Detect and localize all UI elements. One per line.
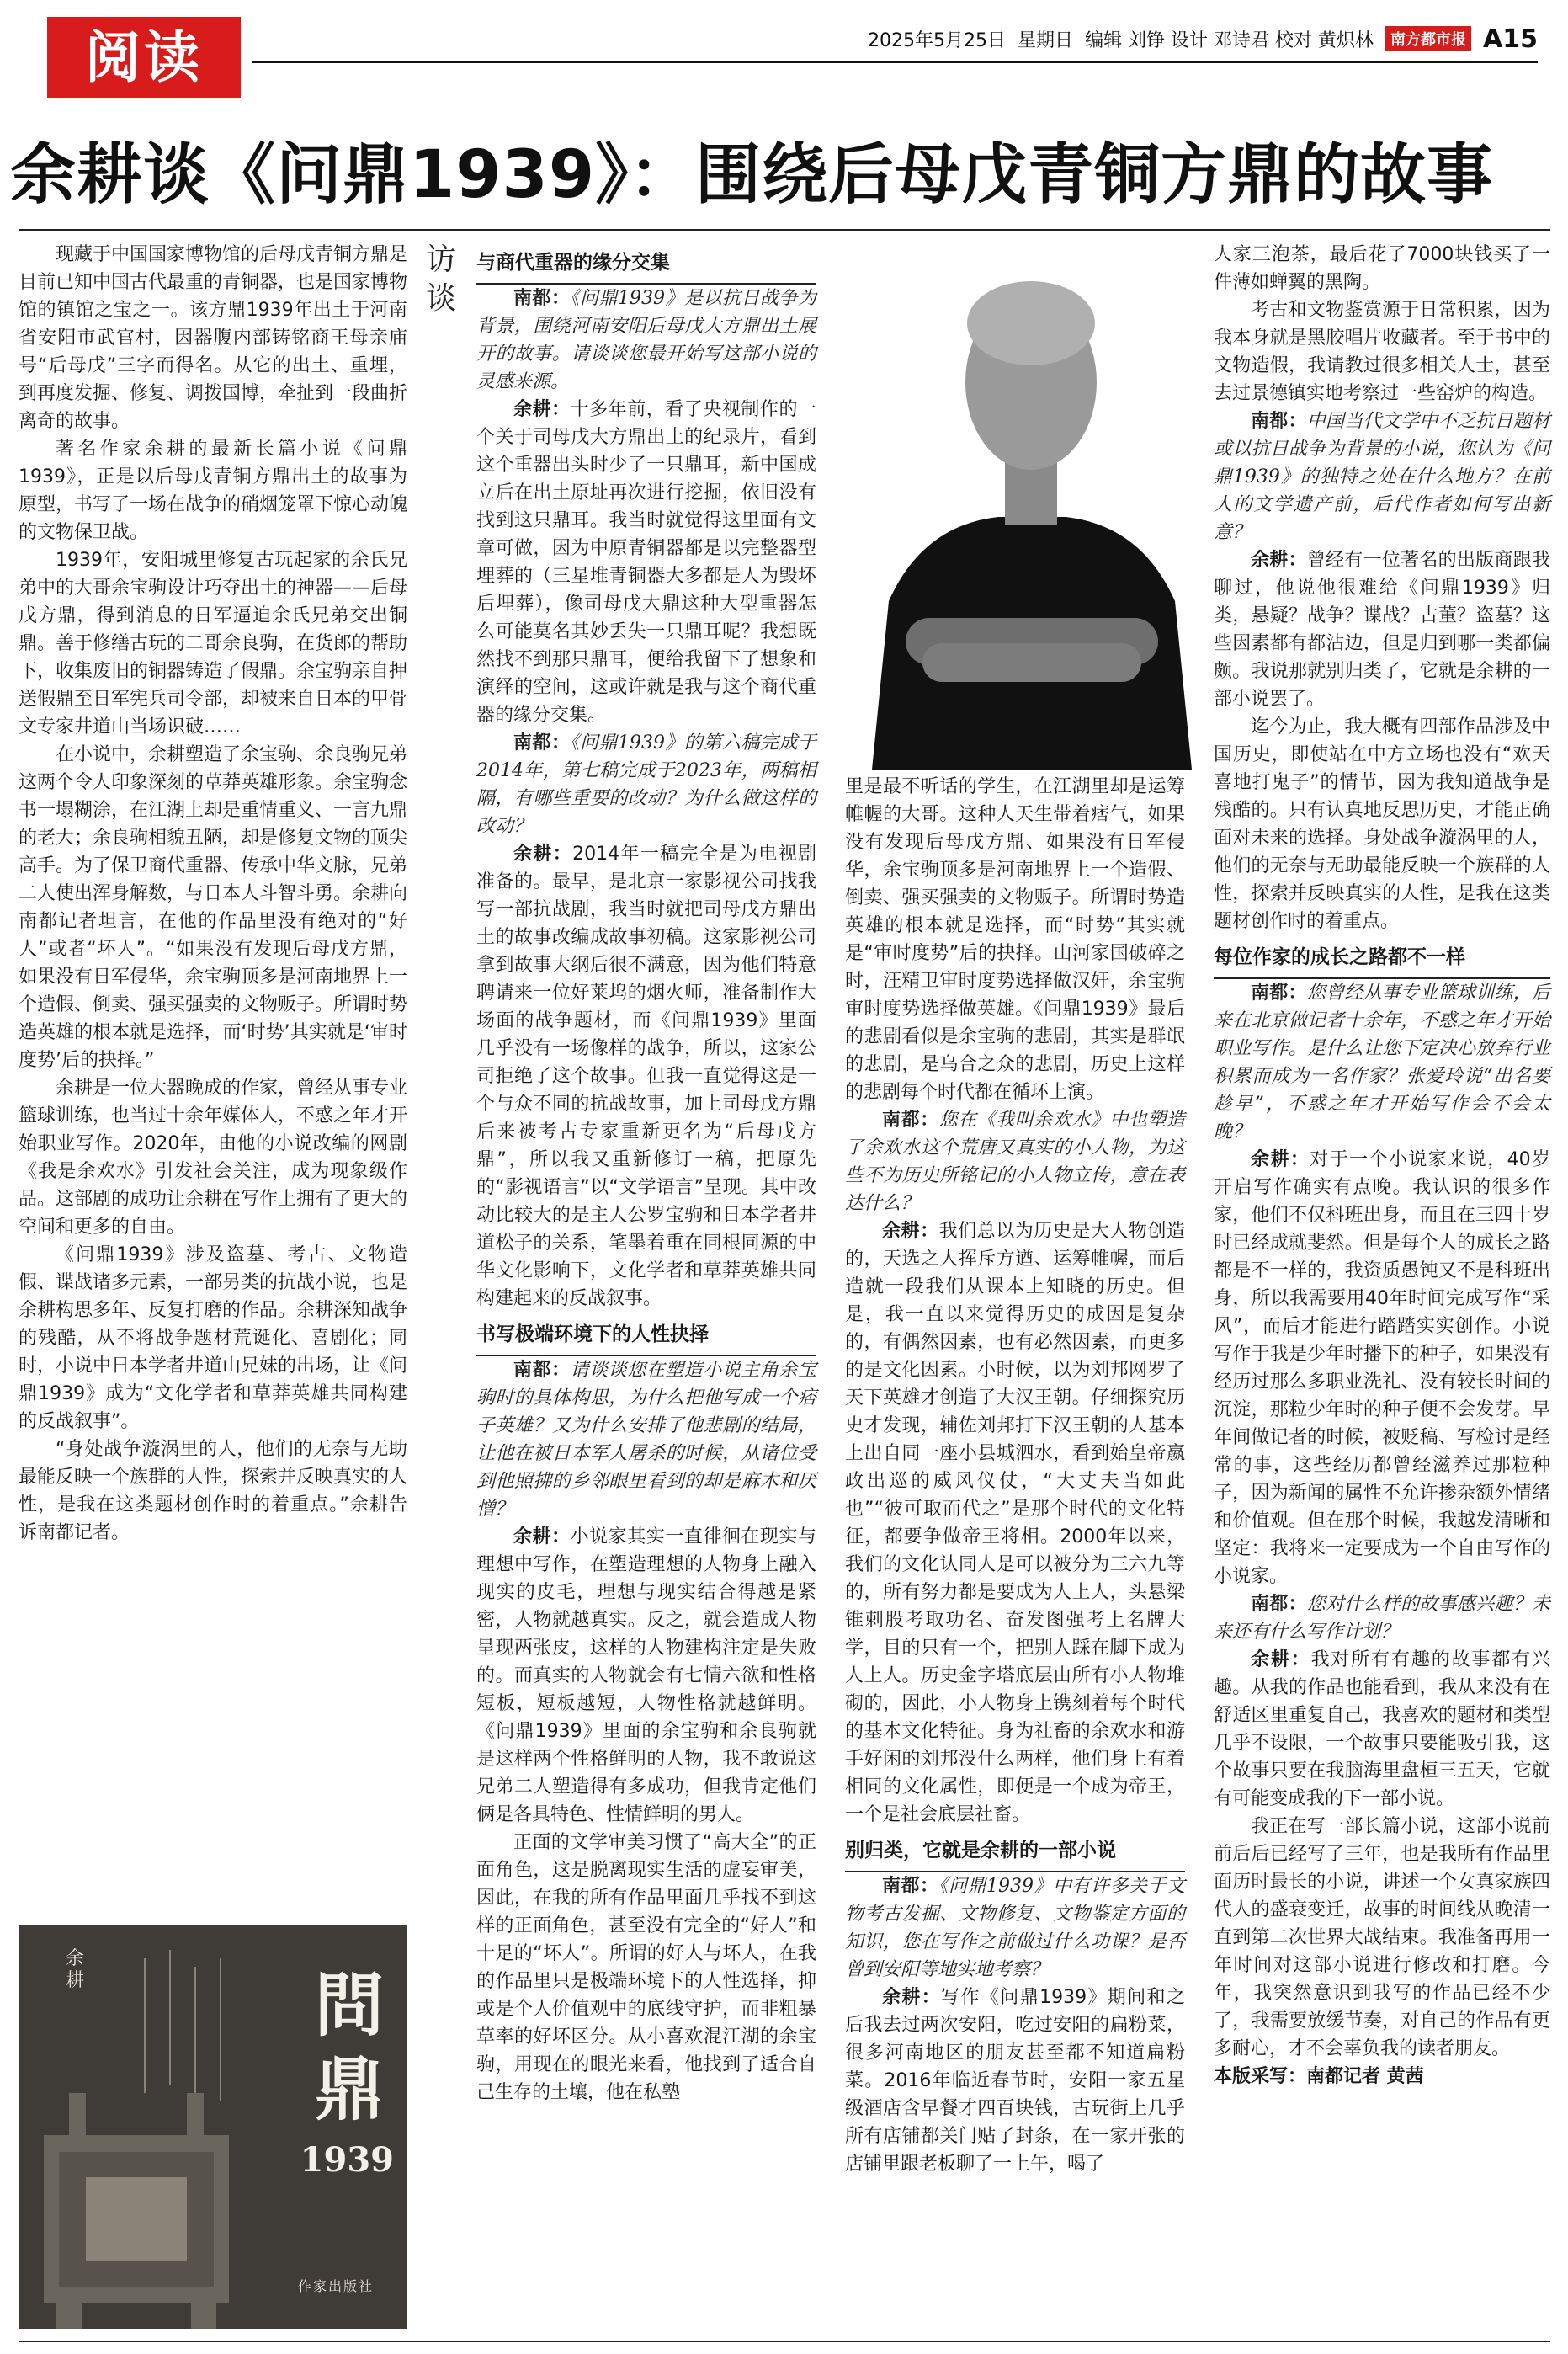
book-title: 問鼎 xyxy=(314,1965,384,2130)
q-label: 南都： xyxy=(513,1360,571,1381)
a-label: 余耕： xyxy=(882,1221,939,1242)
paragraph: 迄今为止，我大概有四部作品涉及中国历史，即使站在中方立场也没有“欢天喜地打鬼子”的情节，因为我知道战争是残酷的。只有认真地反思历史，才能正确面对未来的选择。身处战争漩涡里的人，他们的无奈与无助最能反映一个族群的人性，探索并反映真实的人性，是我在这类题材创作时的着重点。 xyxy=(1214,716,1550,932)
subheading: 书写极端环境下的人性抉择 xyxy=(476,1313,816,1356)
paragraph: 正面的文学审美习惯了“高大全”的正面角色，这是脱离现实生活的虚妄审美，因此，在我的所有作品里面几乎找不到这样的正面角色，甚至没有完全的“好人”和十足的“坏人”。所谓的好人与坏人，在我的作品里只是极端环境下的人性选择，抑或是个人价值观中的底线守护，而非粗暴草率的好坏区分。从小喜欢混江湖的余宝驹，用现在的眼光来看，他找到了适合自己生存的土壤，他在私塾 xyxy=(476,1832,816,2103)
paragraph: 人家三泡茶，最后花了7000块钱买了一件薄如蝉翼的黑陶。 xyxy=(1214,244,1550,293)
paragraph: 著名作家余耕的最新长篇小说《问鼎1939》，正是以后母戊青铜方鼎出土的故事为原型，书写了一场在战争的硝烟笼罩下惊心动魄的文物保卫战。 xyxy=(19,439,408,543)
interview-tag xyxy=(426,241,460,318)
answer: 余耕：我们总以为历史是大人物创造的，天选之人挥斥方遒、运筹帷幄，而后造就一段我们从课本上知晓的历史。但是，我一直以来觉得历史的成因是复杂的，有偶然因素，也有必然因素，而更多的是文化因素。小时候，以为刘邦网罗了天下英雄才创造了大汉王朝。仔细探究历史才发现，辅佐刘邦打下汉王朝的人基本上出自同一座小县城泗水，看到始皇帝嬴政出巡的威风仪仗，“大丈夫当如此也”“彼可取而代之”是那个时代的文化特征，都要争做帝王将相。2000年以来，我们的文化认同人是可以被分为三六九等的，所有努力都是要成为人上人，头悬梁锥刺股考取功名、奋发图强考上名牌大学，目的只有一个，把别人踩在脚下成为人上人。历史金字塔底层由所有小人物堆砌的，因此，小人物身上镌刻着每个时代的基本文化特征。身为社畜的余欢水和游手好闲的刘邦没什么两样，他们身上有着相同的文化属性，即便是一个成为帝王，一个是社会底层社畜。 xyxy=(845,1221,1185,1825)
weekday: 星期日 xyxy=(1018,29,1074,51)
a-label: 余耕： xyxy=(1251,1149,1310,1170)
paragraph: 我正在写一部长篇小说，这部小说前前后后已经写了三年，也是我所有作品里面历时最长的小说，讲述一个女真家族四代人的盛衰变迁，故事的时间线从晚清一直到第二次世界大战结束。我准备再用一年时间对这部小说进行修改和打磨。今年，我突然意识到我写的作品已经不少了，我需要放缓节奏，对自己的作品有更多耐心，才不会辜负我的读者朋友。 xyxy=(1214,1816,1550,2059)
interview-tag-char: 访 xyxy=(426,242,457,277)
paragraph: 余耕是一位大器晚成的作家，曾经从事专业篮球训练，也当过十余年媒体人，不惑之年才开始职业写作。2020年，由他的小说改编的网剧《我是余欢水》引发社会关注，成为现象级作品。这部剧的成功让余耕在写作上拥有了更大的空间和更多的自由。 xyxy=(19,1078,408,1238)
a-label: 余耕： xyxy=(513,1526,571,1547)
question: 南都：您对什么样的故事感兴趣？未来还有什么写作计划？ xyxy=(1214,1594,1550,1643)
subheading: 别归类，它就是余耕的一部小说 xyxy=(845,1829,1185,1872)
question: 南都：请谈谈您在塑造小说主角余宝驹时的具体构思，为什么把他写成一个痞子英雄？又为什么安排了他悲剧的结局，让他在被日本军人屠杀的时候，从诸位受到他照拂的乡邻眼里看到的却是麻木和厌憎？ xyxy=(476,1360,816,1520)
answer: 余耕：对于一个小说家来说，40岁开启写作确实有点晚。我认识的很多作家，他们不仅科班出身，而且在三四十岁时已经成就斐然。但是每个人的成长之路都是不一样的，我资质愚钝又不是科班出身，所以我需要用40年时间完成写作“采风”，而后才能进行踏踏实实创作。小说写作于我是少年时播下的种子，如果没有经历过那么多职业洗礼、没有较长时间的沉淀，那粒少年时的种子便不会发芽。早年间做记者的时候，被贬稿、写检讨是经常的事，这些经历都曾经滋养过那粒种子，因为新闻的属性不允许掺杂额外情绪和价值观。但在那个时候，我越发清晰和坚定：我将来一定要成为一个自由写作的小说家。 xyxy=(1214,1149,1550,1587)
answer: 余耕：2014年一稿完全是为电视剧准备的。最早，是北京一家影视公司找我写一部抗战剧，我当时就把司母戊方鼎出土的故事改编成故事初稿。这家影视公司拿到故事大纲后很不满意，因为他们特意聘请来一位好莱坞的烟火师，准备制作大场面的战争题材，而《问鼎1939》里面几乎没有一场像样的战争，所以，这家公司拒绝了这个故事。但我一直觉得这是一个与众不同的抗战故事，加上司母戊方鼎后来被考古专家重新更名为“后母戊方鼎”，所以我又重新修订一稿，把原先的“影视语言”以“文学语言”呈现。其中改动比较大的是主人公罗宝驹和日本学者井道松子的关系，笔墨着重在同根同源的中华文化影响下，文化学者和草莽英雄共同构建起来的反战叙事。 xyxy=(476,844,816,1309)
paragraph: 里是最不听话的学生，在江湖里却是运筹帷幄的大哥。这种人天生带着痞气，如果没有发现后母戊方鼎、如果没有日军侵华，余宝驹顶多是河南地界上一个造假、倒卖、强买强卖的文物贩子。所谓时势造英雄的根本就是选择，而“时势”其实就是“审时度势”后的抉择。山河家国破碎之时，汪精卫审时度势选择做汉奸，余宝驹审时度势选择做英雄。《问鼎1939》最后的悲剧看似是余宝驹的悲剧，其实是群氓的悲剧，是乌合之众的悲剧，历史上这样的悲剧每个时代都在循环上演。 xyxy=(845,776,1185,1103)
answer: 余耕：写作《问鼎1939》期间和之后我去过两次安阳，吃过安阳的扁粉菜，很多河南地区的朋友甚至都不知道扁粉菜。2016年临近春节时，安阳一家五星级酒店含早餐才四百块钱，古玩街上几乎所有店铺都关门贴了封条，在一家开张的店铺里跟老板聊了一上午，喝了 xyxy=(845,1987,1185,2175)
interview-tag-char: 谈 xyxy=(426,281,457,316)
paragraph: 1939年，安阳城里修复古玩起家的余氏兄弟中的大哥余宝驹设计巧夺出土的神器——后母戊方鼎，得到消息的日军逼迫余氏兄弟交出铜鼎。善于修缮古玩的二哥余良驹，在货郎的帮助下，收集废旧的铜器铸造了假鼎。余宝驹亲自押送假鼎至日军宪兵司令部，却被来自日本的甲骨文专家井道山当场识破…… xyxy=(19,550,408,738)
answer: 余耕：十多年前，看了央视制作的一个关于司母戊大方鼎出土的纪录片，看到这个重器出头时少了一只鼎耳，新中国成立后在出土原址再次进行挖掘，依旧没有找到这只鼎耳。我当时就觉得这里面有文章可做，因为中原青铜器都是以完整器型埋葬的（三星堆青铜器大多都是人为毁坏后埋葬），像司母戊大鼎这种大型重器怎么可能莫名其妙丢失一只鼎耳呢？我想既然找不到那只鼎耳，便给我留下了想象和演绎的空间，这或许就是我与这个商代重器的缘分交集。 xyxy=(476,399,816,726)
column-4 xyxy=(1214,241,1550,2090)
issue-date: 2025年5月25日 xyxy=(868,29,1007,51)
paragraph: 现藏于中国国家博物馆的后母戊青铜方鼎是目前已知中国古代最重的青铜器，也是国家博物馆的镇馆之宝之一。该方鼎1939年出土于河南省安阳市武官村，因器腹内部铸铭商王母亲庙号“后母戊”三字而得名。从它的出土、重埋，到再度发掘、修复、调拨国博，牵扯到一段曲折离奇的故事。 xyxy=(19,244,408,432)
q-label: 南都： xyxy=(1251,1594,1307,1615)
a-label: 余耕： xyxy=(1251,1649,1311,1670)
question: 南都：您在《我叫余欢水》中也塑造了余欢水这个荒唐又真实的小人物，为这些不为历史所铭记的小人物立传，意在表达什么？ xyxy=(845,1110,1185,1214)
a-label: 余耕： xyxy=(1251,550,1307,571)
headline-rule xyxy=(19,229,1550,231)
a-label: 余耕： xyxy=(513,399,571,420)
q-label: 南都： xyxy=(513,288,571,309)
paragraph: “身处战争漩涡里的人，他们的无奈与无助最能反映一个族群的人性，探索并反映真实的人性，是我在这类题材创作时的着重点。”余耕告诉南都记者。 xyxy=(19,1439,408,1543)
header-rule xyxy=(252,61,1538,63)
page-header xyxy=(0,0,1568,126)
book-year: 1939 xyxy=(300,2140,394,2180)
answer: 余耕：我对所有有趣的故事都有兴趣。从我的作品也能看到，我从来没有在舒适区里重复自己，我喜欢的题材和类型几乎不设限，一个故事只要能吸引我，这个故事只要在我脑海里盘桓三五天，它就有可能变成我的下一部小说。 xyxy=(1214,1649,1550,1809)
subheading: 每位作家的成长之路都不一样 xyxy=(1214,935,1550,979)
headline: 余耕谈《问鼎1939》：围绕后母戊青铜方鼎的故事 xyxy=(10,137,1494,213)
column-2 xyxy=(476,241,816,2106)
staff-credits: 编辑 刘铮 设计 邓诗君 校对 黄炽林 xyxy=(1085,29,1374,51)
a-label: 余耕： xyxy=(513,844,573,865)
book-cover-image xyxy=(19,1925,407,2329)
q-label: 南都： xyxy=(882,1110,939,1131)
byline: 本版采写：南都记者 黄茜 xyxy=(1214,2066,1424,2087)
question: 南都：《问鼎1939》中有许多关于文物考古发掘、文物修复、文物鉴定方面的知识，您在写作之前做过什么功课？是否曾到安阳等地实地考察？ xyxy=(845,1876,1185,1980)
q-label: 南都： xyxy=(1251,983,1307,1004)
question: 南都：您曾经从事专业篮球训练，后来在北京做记者十余年，不惑之年才开始职业写作。是什么让您下定决心放弃行业积累而成为一名作家？张爱玲说“出名要趁早”，不惑之年才开始写作会不会太晚？ xyxy=(1214,983,1550,1142)
page-number: A15 xyxy=(1483,24,1538,54)
q-label: 南都： xyxy=(1251,411,1307,432)
question: 南都：《问鼎1939》的第六稿完成于2014年，第七稿完成于2023年，两稿相隔，有哪些重要的改动？为什么做这样的改动？ xyxy=(476,732,816,837)
newspaper-logo: 南方都市报 xyxy=(1385,26,1471,51)
paragraph: 在小说中，余耕塑造了余宝驹、余良驹兄弟这两个令人印象深刻的草莽英雄形象。余宝驹念书一塌糊涂，在江湖上却是重情重义、一言九鼎的老大；余良驹相貌丑陋，却是修复文物的顶尖高手。为了保卫商代重器、传承中华文脉，兄弟二人使出浑身解数，与日本人斗智斗勇。余耕向南都记者坦言，在他的作品里没有绝对的“好人”或者“坏人”。“如果没有发现后母戊方鼎，如果没有日军侵华，余宝驹顶多是河南地界上一个造假、倒卖、强买强卖的文物贩子。所谓时势造英雄的根本就是选择，而‘时势’其实就是‘审时度势’后的抉择。” xyxy=(19,744,408,1071)
author-portrait xyxy=(855,248,1207,770)
section-label: 阅读 xyxy=(47,17,241,98)
answer: 余耕：小说家其实一直徘徊在现实与理想中写作，在塑造理想的人物身上融入现实的皮毛，理想与现实结合得越是紧密，人物就越真实。反之，就会造成人物呈现两张皮，这样的人物建构注定是失败的。而真实的人物就会有七情六欲和性格短板，短板越短，人物性格就越鲜明。《问鼎1939》里面的余宝驹和余良驹就是这样两个性格鲜明的人物，我不敢说这兄弟二人塑造得有多成功，但我肯定他们俩是各具特色、性情鲜明的男人。 xyxy=(476,1526,816,1825)
a-label: 余耕： xyxy=(882,1987,942,2008)
paragraph: 考古和文物鉴赏源于日常积累，因为我本身就是黑胶唱片收藏者。至于书中的文物造假，我请教过很多相关人士，甚至去过景德镇实地考察过一些窑炉的构造。 xyxy=(1214,300,1550,404)
folio-line xyxy=(868,24,1538,54)
q-label: 南都： xyxy=(513,732,571,754)
column-3 xyxy=(845,773,1185,2178)
question: 南都：《问鼎1939》是以抗日战争为背景，围绕河南安阳后母戊大方鼎出土展开的故事。请谈谈您最开始写这部小说的灵感来源。 xyxy=(476,288,816,392)
subheading: 与商代重器的缘分交集 xyxy=(476,241,816,285)
question: 南都：中国当代文学中不乏抗日题材或以抗日战争为背景的小说，您认为《问鼎1939》的独特之处在什么地方？在前人的文学遗产前，后代作者如何写出新意？ xyxy=(1214,411,1550,543)
q-label: 南都： xyxy=(882,1876,939,1897)
book-publisher: 作家出版社 xyxy=(297,2278,374,2294)
book-author: 余耕 xyxy=(66,1948,85,1991)
author-photo xyxy=(855,248,1207,770)
paragraph: 《问鼎1939》涉及盗墓、考古、文物造假、谍战诸多元素，一部另类的抗战小说，也是余耕构思多年、反复打磨的作品。余耕深知战争的残酷，从不将战争题材荒诞化、喜剧化；同时，小说中日本学者井道山兄妹的出场，让《问鼎1939》成为“文化学者和草莽英雄共同构建的反战叙事”。 xyxy=(19,1244,408,1432)
footer-rule xyxy=(19,2341,1550,2342)
column-1 xyxy=(19,241,407,1547)
answer: 余耕：曾经有一位著名的出版商跟我聊过，他说他很难给《问鼎1939》归类，悬疑？战争？谍战？古董？盗墓？这些因素都有都沾边，但是归到哪一类都偏颇。我说那就别归类了，它就是余耕的一部小说罢了。 xyxy=(1214,550,1550,710)
